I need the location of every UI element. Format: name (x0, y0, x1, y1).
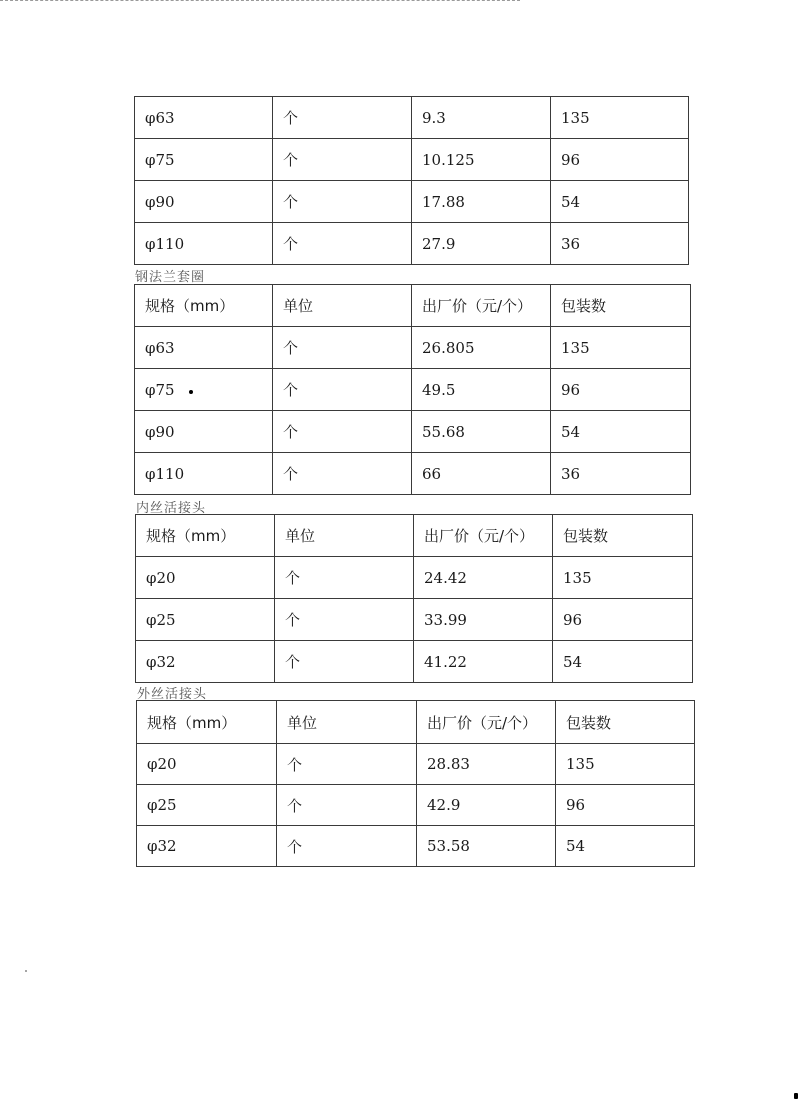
price-cell: 49.5 (412, 369, 551, 411)
spec-cell: φ110 (135, 223, 273, 265)
spec-cell: φ25 (137, 785, 277, 826)
unit-cell: 个 (273, 181, 412, 223)
unit-cell: 个 (275, 599, 414, 641)
spec-cell: φ75 (135, 139, 273, 181)
price-table-continued (134, 96, 689, 265)
spec-cell: φ63 (135, 327, 273, 369)
unit-cell: 个 (273, 97, 412, 139)
spec-cell: φ20 (136, 557, 275, 599)
table-row (137, 744, 695, 785)
pack-count-cell: 96 (553, 599, 693, 641)
spec-text: φ75 (145, 380, 175, 399)
price-cell: 33.99 (414, 599, 553, 641)
pack-count-cell: 96 (556, 785, 695, 826)
table-row (136, 599, 693, 641)
spec-cell: φ32 (136, 641, 275, 683)
price-cell: 9.3 (412, 97, 551, 139)
table-row (135, 181, 689, 223)
price-cell: 27.9 (412, 223, 551, 265)
table-row (136, 641, 693, 683)
pack-count-cell: 96 (551, 369, 691, 411)
price-cell: 66 (412, 453, 551, 495)
header-unit: 单位 (275, 515, 414, 557)
price-table-female-union (135, 514, 693, 683)
price-cell: 41.22 (414, 641, 553, 683)
unit-cell: 个 (273, 411, 412, 453)
pack-count-cell: 54 (553, 641, 693, 683)
unit-cell: 个 (273, 453, 412, 495)
spec-cell: φ25 (136, 599, 275, 641)
pack-count-cell: 54 (551, 181, 689, 223)
unit-cell: 个 (273, 139, 412, 181)
price-cell: 24.42 (414, 557, 553, 599)
price-cell: 26.805 (412, 327, 551, 369)
header-price: 出厂价（元/个） (417, 701, 556, 744)
price-cell: 42.9 (417, 785, 556, 826)
unit-cell: 个 (275, 641, 414, 683)
price-table-flange (134, 284, 691, 495)
section-title: 外丝活接头 (137, 687, 208, 702)
price-cell: 53.58 (417, 826, 556, 867)
pack-count-cell: 135 (553, 557, 693, 599)
pack-count-cell: 54 (551, 411, 691, 453)
pack-count-cell: 135 (556, 744, 695, 785)
price-cell: 10.125 (412, 139, 551, 181)
section-title: 内丝活接头 (136, 501, 207, 516)
unit-cell: 个 (275, 557, 414, 599)
unit-cell: 个 (277, 744, 417, 785)
header-pack-count: 包装数 (553, 515, 693, 557)
price-cell: 17.88 (412, 181, 551, 223)
unit-cell: 个 (277, 826, 417, 867)
header-unit: 单位 (273, 285, 412, 327)
table-row (137, 826, 695, 867)
header-unit: 单位 (277, 701, 417, 744)
spec-cell: φ63 (135, 97, 273, 139)
header-spec: 规格（mm） (136, 515, 275, 557)
ink-speck (189, 390, 193, 394)
scan-speck (25, 970, 27, 972)
pack-count-cell: 135 (551, 97, 689, 139)
spec-cell: φ90 (135, 411, 273, 453)
table-row (135, 411, 691, 453)
pack-count-cell: 96 (551, 139, 689, 181)
table-row (136, 557, 693, 599)
header-price: 出厂价（元/个） (414, 515, 553, 557)
table-row (135, 223, 689, 265)
spec-cell: φ32 (137, 826, 277, 867)
price-table-male-union (136, 700, 695, 867)
unit-cell: 个 (273, 369, 412, 411)
table-row (135, 139, 689, 181)
header-pack-count: 包装数 (551, 285, 691, 327)
price-cell: 55.68 (412, 411, 551, 453)
header-pack-count: 包装数 (556, 701, 695, 744)
table-row (137, 785, 695, 826)
pack-count-cell: 135 (551, 327, 691, 369)
pack-count-cell: 36 (551, 453, 691, 495)
scan-speck (794, 1093, 798, 1099)
spec-cell: φ90 (135, 181, 273, 223)
table-row (135, 97, 689, 139)
table-header-row (136, 515, 693, 557)
pack-count-cell: 54 (556, 826, 695, 867)
spec-cell (135, 369, 273, 411)
table-row (135, 327, 691, 369)
spec-cell: φ20 (137, 744, 277, 785)
unit-cell: 个 (273, 327, 412, 369)
spec-cell: φ110 (135, 453, 273, 495)
price-cell: 28.83 (417, 744, 556, 785)
section-title: 钢法兰套圈 (135, 270, 206, 285)
pack-count-cell: 36 (551, 223, 689, 265)
header-spec: 规格（mm） (137, 701, 277, 744)
table-row (135, 369, 691, 411)
header-price: 出厂价（元/个） (412, 285, 551, 327)
table-header-row (135, 285, 691, 327)
table-row (135, 453, 691, 495)
unit-cell: 个 (273, 223, 412, 265)
scan-edge-line (0, 0, 520, 3)
table-header-row (137, 701, 695, 744)
unit-cell: 个 (277, 785, 417, 826)
header-spec: 规格（mm） (135, 285, 273, 327)
